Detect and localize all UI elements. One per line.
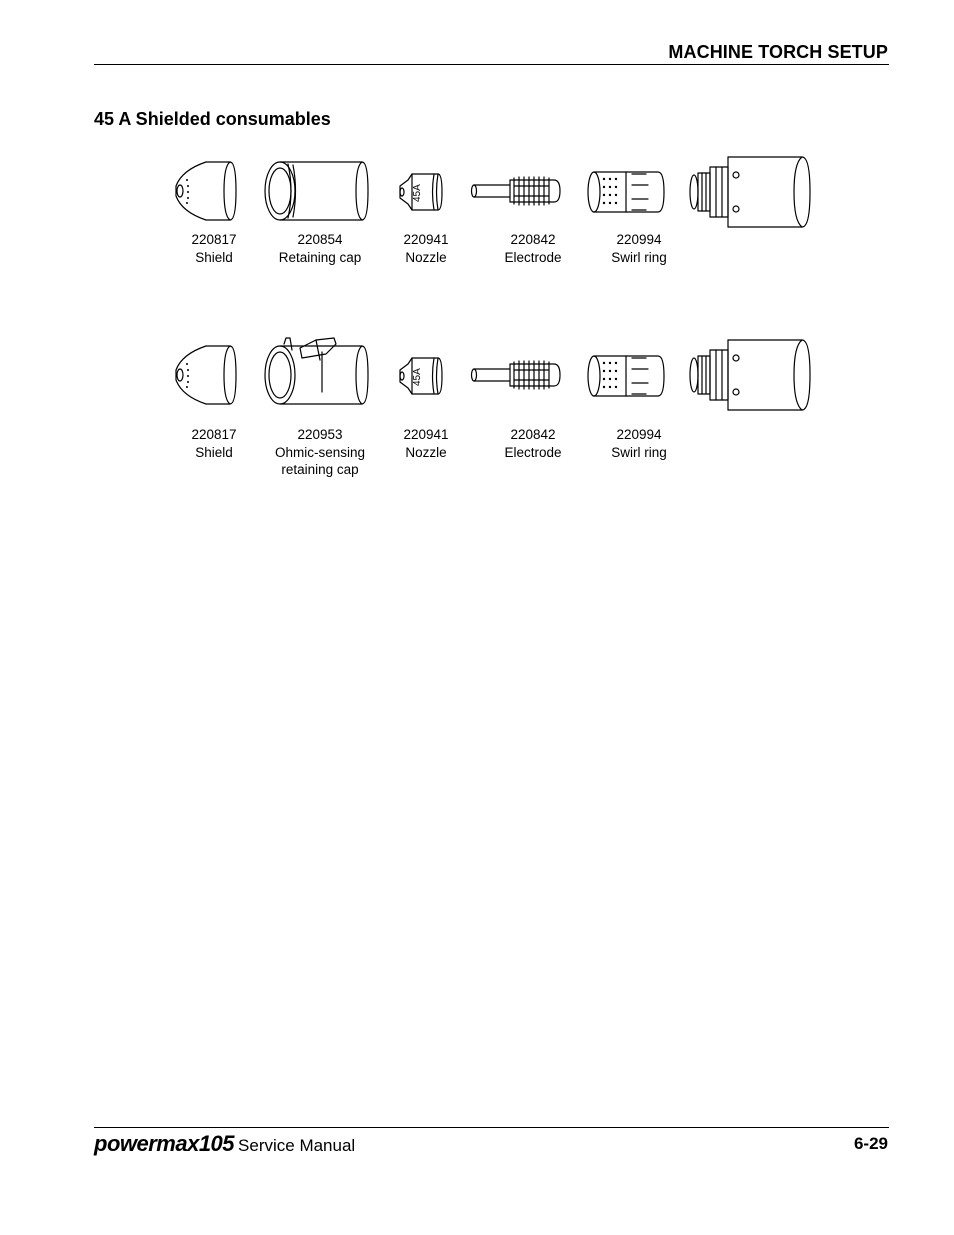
part-label — [493, 426, 573, 461]
shield-illustration — [172, 344, 238, 406]
part-name: Retaining cap — [278, 249, 362, 265]
part-number: 220941 — [403, 427, 449, 442]
part-label — [265, 231, 375, 266]
part-name: Electrode — [504, 444, 562, 460]
header-divider — [94, 64, 889, 65]
footer-divider — [94, 1127, 889, 1128]
page-title: 45 A Shielded consumables — [94, 109, 331, 129]
part-number: 220994 — [616, 232, 662, 247]
part-number: 220854 — [297, 232, 343, 247]
part-number: 220953 — [297, 427, 343, 442]
part-label — [493, 231, 573, 266]
part-label — [599, 231, 679, 266]
nozzle-marking: 45A — [412, 368, 423, 386]
part-label — [386, 426, 466, 461]
nozzle-illustration — [396, 356, 444, 396]
footer-title — [94, 1131, 355, 1157]
shield-illustration — [172, 160, 238, 222]
ohmic-retaining-cap-illustration — [260, 336, 370, 406]
section-header-title: MACHINE TORCH SETUP — [668, 42, 888, 62]
part-name: Electrode — [504, 249, 562, 265]
part-name: Shield — [195, 444, 233, 460]
manual-title: Service Manual — [238, 1136, 356, 1155]
part-label — [174, 426, 254, 461]
part-name-line2: retaining cap — [281, 462, 359, 477]
torch-body-illustration — [688, 338, 814, 412]
electrode-illustration — [470, 358, 564, 392]
part-number: 220817 — [191, 427, 237, 442]
part-number: 220817 — [191, 232, 237, 247]
part-label — [599, 426, 679, 461]
part-name: Swirl ring — [611, 444, 667, 460]
part-label — [386, 231, 466, 266]
part-number: 220842 — [510, 427, 556, 442]
torch-body-illustration — [688, 155, 814, 229]
nozzle-illustration — [396, 172, 444, 212]
part-label — [265, 426, 375, 479]
part-number: 220941 — [403, 232, 449, 247]
part-number: 220994 — [616, 427, 662, 442]
part-name: Nozzle — [405, 444, 447, 460]
part-name: Nozzle — [405, 249, 447, 265]
retaining-cap-illustration — [260, 160, 370, 222]
swirl-ring-illustration — [586, 354, 666, 398]
page-number: 6-29 — [853, 1134, 888, 1153]
brand-logo: powermax105 — [94, 1131, 235, 1156]
nozzle-marking: 45A — [412, 184, 423, 202]
swirl-ring-illustration — [586, 170, 666, 214]
part-label — [174, 231, 254, 266]
part-number: 220842 — [510, 232, 556, 247]
electrode-illustration — [470, 174, 564, 208]
part-name: Shield — [195, 249, 233, 265]
part-name: Swirl ring — [611, 249, 667, 265]
part-name: Ohmic-sensing — [274, 444, 366, 460]
